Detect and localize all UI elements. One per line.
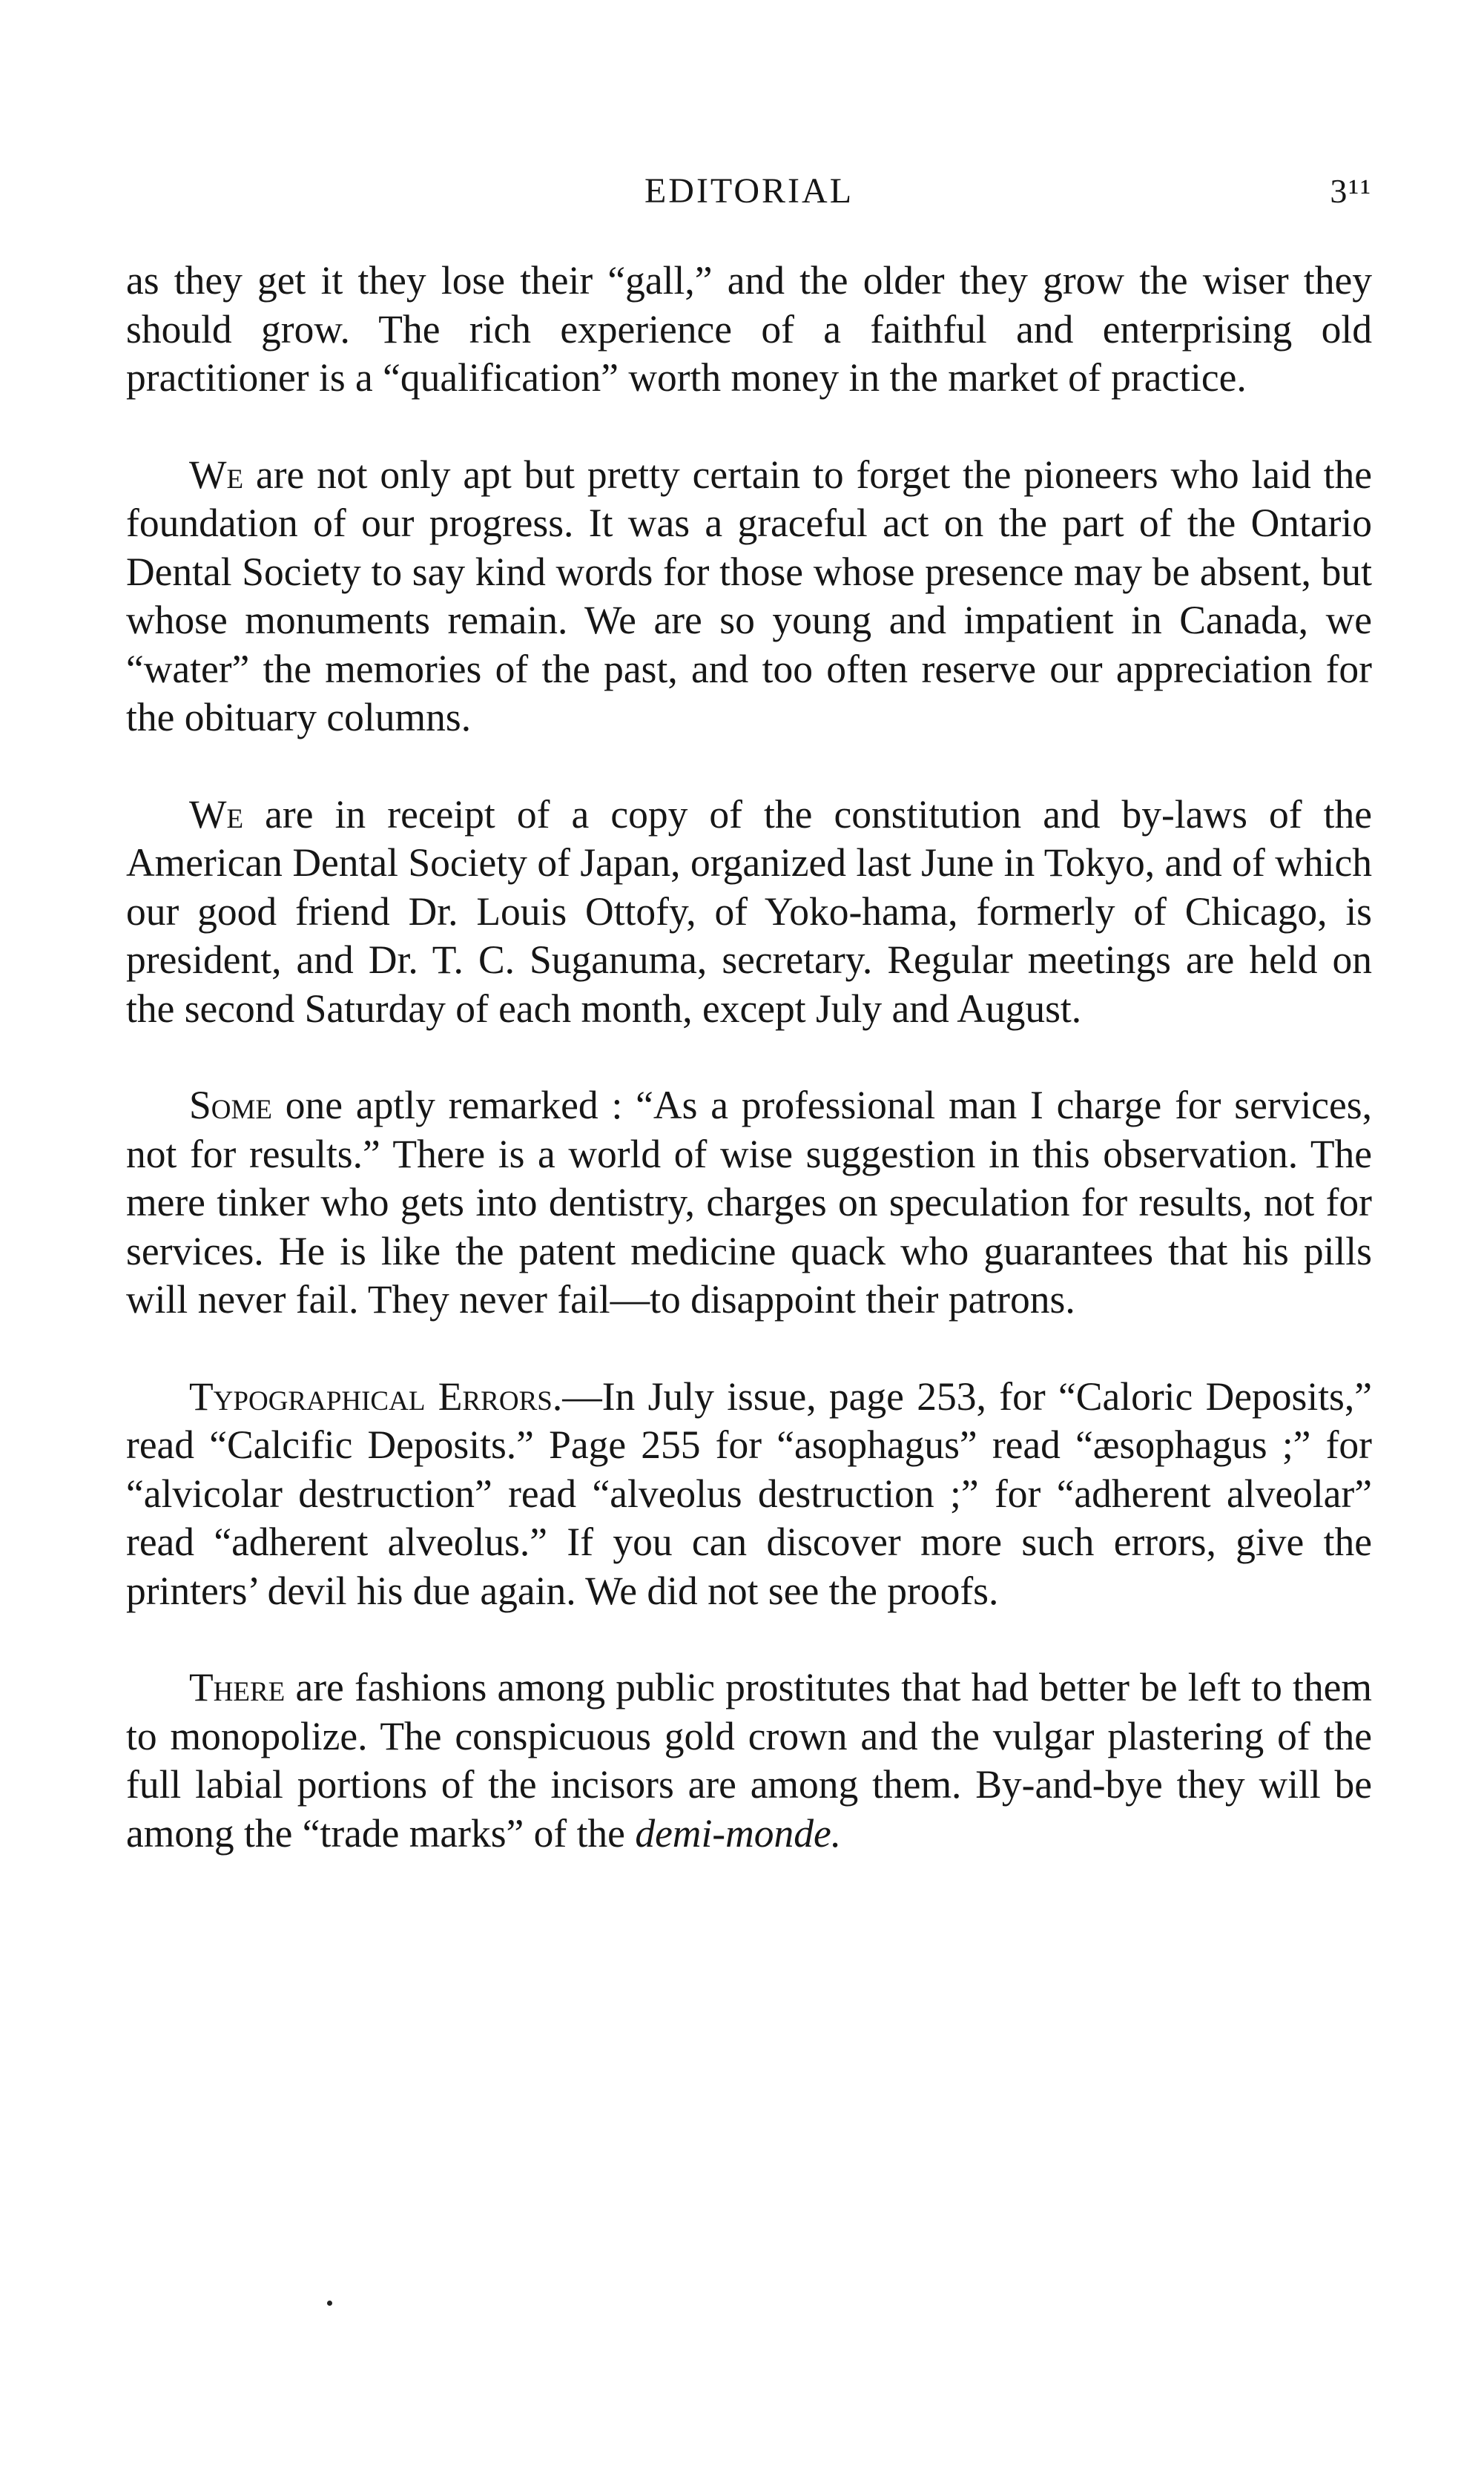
paragraph-text: as they get it they lose their “gall,” and the older they grow the wiser they should grow. The rich experience of a faithful and enterprising old practitioner is a “qualification” worth money in the market of practice. <box>126 258 1372 400</box>
paragraph-fashions <box>126 1663 1372 1858</box>
editorial-body <box>126 257 1372 1906</box>
paragraph-lead: There <box>189 1665 286 1709</box>
paragraph-services <box>126 1081 1372 1325</box>
paragraph-text: are fashions among public prostitutes that had better be left to them to monopolize. The conspicuous gold crown and the vulgar plastering of the full labial portions of the incisors are among them. By-and-bye they will be among the “trade marks” of the <box>126 1665 1372 1856</box>
paragraph-lead: We <box>189 791 244 837</box>
paragraph-italic-tail: demi-monde. <box>635 1810 842 1856</box>
paragraph-text: are not only apt but pretty certain to forget the pioneers who laid the foundation of our progress. It was a graceful act on the part of the Ontario Dental Society to say kind words for those whose presence may be absent, but whose monuments remain. We are so young and impatient in Canada, we “water” the memories of the past, and too often reserve our appreciation for the obituary columns. <box>126 452 1372 739</box>
stray-ink-dot <box>327 2301 332 2306</box>
paragraph-text: —In July issue, page 253, for “Caloric Deposits,” read “Calcific Deposits.” Page 255 for “asophagus” read “æsophagus ;” for “alvicolar destruction” read “alveolus destruction ;” for “adherent alveolar” read “adherent alveolus.” If you can discover more such errors, give the printers’ devil his due again. We did not see the proofs. <box>126 1374 1372 1613</box>
paragraph-text: one aptly remarked : “As a professional man I charge for services, not for results.” There is a world of wise suggestion in this observation. The mere tinker who gets into dentistry, charges on speculation for results, not for services. He is like the patent medicine quack who guarantees that his pills will never fail. They never fail—to disappoint their patrons. <box>126 1083 1372 1322</box>
paragraph-text: are in receipt of a copy of the constitution and by-laws of the American Dental Society of Japan, organized last June in Tokyo, and of which our good friend Dr. Louis Ottofy, of Yoko-hama, formerly of Chicago, is president, and Dr. T. C. Suganuma, secretary. Regular meetings are held on the second Saturday of each month, except July and August. <box>126 791 1372 1031</box>
paragraph-typographical-errors <box>126 1373 1372 1616</box>
page-number: 3¹¹ <box>1330 172 1372 210</box>
paragraph-continued <box>126 257 1372 403</box>
paragraph-lead: Typographical Errors. <box>189 1374 563 1419</box>
running-head <box>126 168 1372 215</box>
running-title: EDITORIAL <box>644 171 854 211</box>
paragraph-japan-society <box>126 791 1372 1034</box>
paragraph-lead: We <box>189 452 244 497</box>
paragraph-pioneers <box>126 451 1372 742</box>
paragraph-lead: Some <box>189 1083 272 1127</box>
